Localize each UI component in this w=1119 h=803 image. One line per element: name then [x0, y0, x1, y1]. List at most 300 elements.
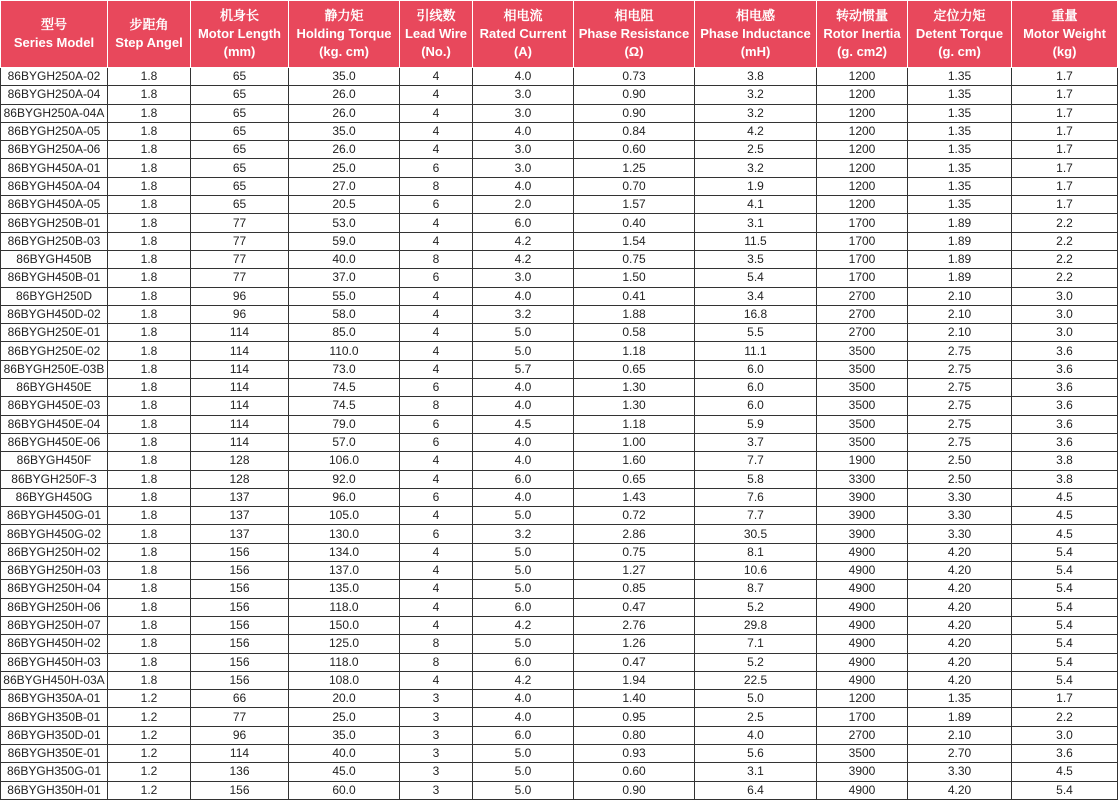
- table-cell: 1.7: [1012, 196, 1118, 214]
- model-cell: 86BYGH250H-03: [1, 562, 108, 580]
- table-cell: 4.5: [1012, 507, 1118, 525]
- table-row: [1, 305, 1118, 323]
- table-cell: 8: [400, 177, 473, 195]
- table-row: [1, 269, 1118, 287]
- table-cell: 3.6: [1012, 397, 1118, 415]
- model-cell: 86BYGH250A-05: [1, 122, 108, 140]
- table-cell: 6: [400, 525, 473, 543]
- table-row: [1, 507, 1118, 525]
- table-cell: 4: [400, 543, 473, 561]
- table-cell: 4: [400, 598, 473, 616]
- table-cell: 0.58: [574, 324, 695, 342]
- table-cell: 7.7: [695, 507, 817, 525]
- table-cell: 3500: [817, 433, 908, 451]
- table-cell: 26.0: [289, 104, 400, 122]
- table-cell: 85.0: [289, 324, 400, 342]
- column-header-unit: (A): [513, 44, 533, 59]
- table-cell: 1.7: [1012, 177, 1118, 195]
- table-cell: 3900: [817, 488, 908, 506]
- table-cell: 1.8: [108, 342, 191, 360]
- table-cell: 3500: [817, 397, 908, 415]
- column-header-en: Phase Resistance: [578, 26, 690, 41]
- table-cell: 1.8: [108, 287, 191, 305]
- model-cell: 86BYGH450H-03A: [1, 671, 108, 689]
- table-cell: 1.8: [108, 415, 191, 433]
- table-cell: 3.0: [1012, 726, 1118, 744]
- model-cell: 86BYGH250A-06: [1, 141, 108, 159]
- table-cell: 92.0: [289, 470, 400, 488]
- table-cell: 3.0: [473, 269, 574, 287]
- table-cell: 1.8: [108, 671, 191, 689]
- table-cell: 2.50: [908, 470, 1012, 488]
- table-row: [1, 287, 1118, 305]
- table-cell: 3.8: [1012, 452, 1118, 470]
- table-cell: 6: [400, 379, 473, 397]
- table-cell: 2.70: [908, 744, 1012, 762]
- table-cell: 8: [400, 635, 473, 653]
- table-cell: 27.0: [289, 177, 400, 195]
- table-cell: 136: [191, 763, 289, 781]
- model-cell: 86BYGH350H-01: [1, 781, 108, 799]
- column-header: [473, 1, 574, 68]
- table-cell: 3.30: [908, 763, 1012, 781]
- table-cell: 4: [400, 342, 473, 360]
- table-cell: 4.0: [473, 379, 574, 397]
- table-row: [1, 397, 1118, 415]
- column-header-cn: 相电阻: [614, 8, 654, 23]
- table-cell: 5.4: [695, 269, 817, 287]
- table-cell: 58.0: [289, 305, 400, 323]
- table-cell: 1.54: [574, 232, 695, 250]
- column-header-en: Motor Weight: [1023, 26, 1106, 41]
- table-cell: 59.0: [289, 232, 400, 250]
- column-header-en: Step Angel: [115, 35, 183, 50]
- model-cell: 86BYGH250E-02: [1, 342, 108, 360]
- table-cell: 1200: [817, 196, 908, 214]
- table-cell: 1700: [817, 214, 908, 232]
- table-cell: 1.8: [108, 616, 191, 634]
- table-cell: 1.40: [574, 690, 695, 708]
- table-cell: 11.1: [695, 342, 817, 360]
- table-cell: 1.8: [108, 488, 191, 506]
- table-cell: 1.8: [108, 214, 191, 232]
- table-cell: 4.0: [473, 452, 574, 470]
- table-cell: 3900: [817, 507, 908, 525]
- table-cell: 3.8: [695, 68, 817, 86]
- table-cell: 3.0: [1012, 324, 1118, 342]
- table-cell: 5.0: [473, 342, 574, 360]
- table-cell: 6: [400, 269, 473, 287]
- table-cell: 57.0: [289, 433, 400, 451]
- table-cell: 3.5: [695, 250, 817, 268]
- table-cell: 2.86: [574, 525, 695, 543]
- table-cell: 5.4: [1012, 653, 1118, 671]
- table-cell: 5.4: [1012, 781, 1118, 799]
- table-cell: 128: [191, 452, 289, 470]
- column-header-cn: 引线数: [416, 8, 456, 23]
- table-cell: 96: [191, 305, 289, 323]
- model-cell: 86BYGH450A-05: [1, 196, 108, 214]
- table-row: [1, 635, 1118, 653]
- table-cell: 6.0: [695, 360, 817, 378]
- table-cell: 5.4: [1012, 616, 1118, 634]
- table-cell: 65: [191, 86, 289, 104]
- table-cell: 40.0: [289, 744, 400, 762]
- header-row: [1, 1, 1118, 68]
- model-cell: 86BYGH350E-01: [1, 744, 108, 762]
- table-cell: 0.72: [574, 507, 695, 525]
- table-cell: 0.80: [574, 726, 695, 744]
- table-cell: 4: [400, 507, 473, 525]
- table-cell: 3: [400, 690, 473, 708]
- table-cell: 1200: [817, 177, 908, 195]
- column-header: [1012, 1, 1118, 68]
- table-cell: 4.2: [473, 232, 574, 250]
- table-cell: 1700: [817, 250, 908, 268]
- column-header: [108, 1, 191, 68]
- table-cell: 37.0: [289, 269, 400, 287]
- table-cell: 96: [191, 287, 289, 305]
- table-row: [1, 763, 1118, 781]
- table-cell: 4: [400, 305, 473, 323]
- table-cell: 1.8: [108, 269, 191, 287]
- table-cell: 150.0: [289, 616, 400, 634]
- model-cell: 86BYGH450H-03: [1, 653, 108, 671]
- model-cell: 86BYGH450B: [1, 250, 108, 268]
- table-cell: 114: [191, 397, 289, 415]
- table-cell: 65: [191, 159, 289, 177]
- model-cell: 86BYGH450A-04: [1, 177, 108, 195]
- model-cell: 86BYGH450B-01: [1, 269, 108, 287]
- table-cell: 1.35: [908, 159, 1012, 177]
- table-cell: 3.1: [695, 214, 817, 232]
- table-cell: 3.0: [473, 86, 574, 104]
- table-cell: 30.5: [695, 525, 817, 543]
- table-row: [1, 122, 1118, 140]
- table-cell: 2.10: [908, 324, 1012, 342]
- column-header-en: Motor Length: [197, 26, 282, 41]
- table-row: [1, 159, 1118, 177]
- table-cell: 4.2: [473, 616, 574, 634]
- table-row: [1, 671, 1118, 689]
- model-cell: 86BYGH450H-02: [1, 635, 108, 653]
- table-cell: 6: [400, 196, 473, 214]
- table-cell: 1.00: [574, 433, 695, 451]
- table-cell: 3500: [817, 415, 908, 433]
- table-cell: 5.0: [473, 781, 574, 799]
- table-cell: 4900: [817, 781, 908, 799]
- model-cell: 86BYGH250B-03: [1, 232, 108, 250]
- table-cell: 1.8: [108, 470, 191, 488]
- table-cell: 4.5: [1012, 525, 1118, 543]
- model-cell: 86BYGH450E-03: [1, 397, 108, 415]
- table-cell: 0.70: [574, 177, 695, 195]
- table-row: [1, 177, 1118, 195]
- table-cell: 26.0: [289, 141, 400, 159]
- table-cell: 7.6: [695, 488, 817, 506]
- table-cell: 74.5: [289, 379, 400, 397]
- table-cell: 0.73: [574, 68, 695, 86]
- model-cell: 86BYGH450F: [1, 452, 108, 470]
- table-cell: 66: [191, 690, 289, 708]
- model-cell: 86BYGH450G: [1, 488, 108, 506]
- table-cell: 1.25: [574, 159, 695, 177]
- table-cell: 1.27: [574, 562, 695, 580]
- table-cell: 4900: [817, 616, 908, 634]
- table-cell: 0.60: [574, 141, 695, 159]
- table-cell: 1.18: [574, 415, 695, 433]
- table-cell: 130.0: [289, 525, 400, 543]
- table-cell: 0.65: [574, 470, 695, 488]
- table-cell: 0.75: [574, 543, 695, 561]
- table-cell: 137: [191, 507, 289, 525]
- table-cell: 3.6: [1012, 415, 1118, 433]
- table-body: [1, 68, 1118, 800]
- table-cell: 5.0: [473, 744, 574, 762]
- table-cell: 1.8: [108, 379, 191, 397]
- table-cell: 8: [400, 397, 473, 415]
- model-cell: 86BYGH250D: [1, 287, 108, 305]
- table-cell: 3.30: [908, 488, 1012, 506]
- table-cell: 4.20: [908, 653, 1012, 671]
- table-cell: 3.1: [695, 763, 817, 781]
- table-cell: 1.8: [108, 525, 191, 543]
- table-cell: 6.0: [473, 470, 574, 488]
- model-cell: 86BYGH450D-02: [1, 305, 108, 323]
- table-row: [1, 196, 1118, 214]
- table-cell: 4.5: [1012, 488, 1118, 506]
- column-header: [400, 1, 473, 68]
- table-cell: 6.0: [473, 726, 574, 744]
- table-cell: 1.2: [108, 708, 191, 726]
- table-cell: 0.90: [574, 781, 695, 799]
- table-row: [1, 488, 1118, 506]
- model-cell: 86BYGH250E-01: [1, 324, 108, 342]
- table-cell: 4900: [817, 562, 908, 580]
- table-cell: 6.0: [695, 397, 817, 415]
- table-cell: 128: [191, 470, 289, 488]
- table-cell: 4.0: [473, 397, 574, 415]
- table-cell: 5.0: [473, 763, 574, 781]
- table-row: [1, 250, 1118, 268]
- table-cell: 25.0: [289, 159, 400, 177]
- column-header-cn: 静力矩: [324, 8, 364, 23]
- table-cell: 1.50: [574, 269, 695, 287]
- table-cell: 4: [400, 68, 473, 86]
- table-row: [1, 690, 1118, 708]
- model-cell: 86BYGH450E-04: [1, 415, 108, 433]
- table-cell: 35.0: [289, 122, 400, 140]
- table-cell: 5.8: [695, 470, 817, 488]
- table-row: [1, 324, 1118, 342]
- table-cell: 5.4: [1012, 562, 1118, 580]
- table-cell: 4: [400, 671, 473, 689]
- table-cell: 45.0: [289, 763, 400, 781]
- table-cell: 4.0: [473, 488, 574, 506]
- table-cell: 3: [400, 744, 473, 762]
- table-cell: 3.0: [1012, 305, 1118, 323]
- table-cell: 118.0: [289, 653, 400, 671]
- table-cell: 1.8: [108, 452, 191, 470]
- table-cell: 156: [191, 671, 289, 689]
- table-cell: 65: [191, 177, 289, 195]
- table-cell: 3500: [817, 379, 908, 397]
- table-cell: 2.10: [908, 726, 1012, 744]
- table-cell: 4: [400, 122, 473, 140]
- table-cell: 1.2: [108, 690, 191, 708]
- table-cell: 1.35: [908, 177, 1012, 195]
- table-cell: 3.2: [695, 104, 817, 122]
- table-row: [1, 470, 1118, 488]
- table-cell: 3.30: [908, 507, 1012, 525]
- table-cell: 1.8: [108, 653, 191, 671]
- table-cell: 2700: [817, 287, 908, 305]
- table-cell: 1.94: [574, 671, 695, 689]
- table-cell: 2700: [817, 305, 908, 323]
- table-cell: 2.10: [908, 287, 1012, 305]
- table-cell: 2.2: [1012, 250, 1118, 268]
- table-cell: 4: [400, 360, 473, 378]
- table-cell: 3: [400, 726, 473, 744]
- table-cell: 40.0: [289, 250, 400, 268]
- table-cell: 4: [400, 470, 473, 488]
- column-header: [574, 1, 695, 68]
- table-cell: 1.60: [574, 452, 695, 470]
- column-header: [191, 1, 289, 68]
- model-cell: 86BYGH450E-06: [1, 433, 108, 451]
- table-cell: 137.0: [289, 562, 400, 580]
- table-cell: 2.2: [1012, 232, 1118, 250]
- table-cell: 1.35: [908, 141, 1012, 159]
- table-row: [1, 433, 1118, 451]
- table-cell: 4.5: [473, 415, 574, 433]
- table-row: [1, 379, 1118, 397]
- table-cell: 114: [191, 324, 289, 342]
- table-cell: 65: [191, 68, 289, 86]
- table-cell: 4: [400, 562, 473, 580]
- table-cell: 1.2: [108, 781, 191, 799]
- table-cell: 3300: [817, 470, 908, 488]
- table-cell: 6: [400, 488, 473, 506]
- table-cell: 4: [400, 580, 473, 598]
- table-cell: 65: [191, 196, 289, 214]
- table-cell: 1.7: [1012, 690, 1118, 708]
- table-cell: 4.20: [908, 671, 1012, 689]
- column-header-en: Detent Torque: [915, 26, 1004, 41]
- column-header-en: Holding Torque: [296, 26, 392, 41]
- table-cell: 3.2: [473, 525, 574, 543]
- table-cell: 1.88: [574, 305, 695, 323]
- table-cell: 0.65: [574, 360, 695, 378]
- table-cell: 77: [191, 708, 289, 726]
- table-cell: 4: [400, 141, 473, 159]
- model-cell: 86BYGH250A-04A: [1, 104, 108, 122]
- column-header-en: Series Model: [13, 35, 95, 50]
- column-header-cn: 型号: [40, 17, 67, 32]
- table-cell: 156: [191, 580, 289, 598]
- table-cell: 1.18: [574, 342, 695, 360]
- table-cell: 3: [400, 708, 473, 726]
- column-header-unit: (g. cm): [938, 44, 981, 59]
- table-cell: 114: [191, 342, 289, 360]
- table-row: [1, 580, 1118, 598]
- column-header-unit: (mH): [740, 44, 771, 59]
- table-cell: 0.40: [574, 214, 695, 232]
- column-header-cn: 重量: [1051, 8, 1078, 23]
- table-cell: 1.8: [108, 86, 191, 104]
- table-cell: 2700: [817, 726, 908, 744]
- model-cell: 86BYGH450E: [1, 379, 108, 397]
- model-cell: 86BYGH250A-04: [1, 86, 108, 104]
- table-cell: 1.7: [1012, 68, 1118, 86]
- column-header-en: Lead Wire: [404, 26, 467, 41]
- table-cell: 1.57: [574, 196, 695, 214]
- table-cell: 5.0: [473, 507, 574, 525]
- table-cell: 8: [400, 653, 473, 671]
- column-header-cn: 机身长: [219, 8, 259, 23]
- table-cell: 1.89: [908, 232, 1012, 250]
- table-cell: 114: [191, 360, 289, 378]
- table-cell: 4.0: [695, 726, 817, 744]
- table-cell: 77: [191, 250, 289, 268]
- table-row: [1, 616, 1118, 634]
- table-cell: 1.8: [108, 141, 191, 159]
- table-cell: 1.8: [108, 562, 191, 580]
- table-cell: 3500: [817, 342, 908, 360]
- table-cell: 5.9: [695, 415, 817, 433]
- table-cell: 1.7: [1012, 141, 1118, 159]
- table-cell: 1.89: [908, 708, 1012, 726]
- table-row: [1, 232, 1118, 250]
- table-cell: 3.2: [695, 86, 817, 104]
- model-cell: 86BYGH250B-01: [1, 214, 108, 232]
- table-cell: 1.30: [574, 397, 695, 415]
- table-row: [1, 708, 1118, 726]
- table-cell: 2.75: [908, 360, 1012, 378]
- table-cell: 29.8: [695, 616, 817, 634]
- table-cell: 1200: [817, 122, 908, 140]
- table-cell: 4.2: [473, 250, 574, 268]
- table-cell: 77: [191, 269, 289, 287]
- table-cell: 55.0: [289, 287, 400, 305]
- table-cell: 3.0: [473, 159, 574, 177]
- table-cell: 16.8: [695, 305, 817, 323]
- table-row: [1, 360, 1118, 378]
- table-cell: 53.0: [289, 214, 400, 232]
- table-cell: 6.0: [473, 598, 574, 616]
- table-cell: 6.4: [695, 781, 817, 799]
- table-row: [1, 104, 1118, 122]
- table-cell: 156: [191, 653, 289, 671]
- table-cell: 156: [191, 562, 289, 580]
- model-cell: 86BYGH350G-01: [1, 763, 108, 781]
- table-cell: 4.0: [473, 433, 574, 451]
- table-cell: 1.89: [908, 250, 1012, 268]
- table-cell: 22.5: [695, 671, 817, 689]
- table-cell: 1.35: [908, 104, 1012, 122]
- table-cell: 156: [191, 543, 289, 561]
- column-header-cn: 相电感: [735, 8, 775, 23]
- table-cell: 1.8: [108, 397, 191, 415]
- table-cell: 1200: [817, 141, 908, 159]
- table-cell: 5.0: [473, 562, 574, 580]
- table-cell: 77: [191, 214, 289, 232]
- table-cell: 65: [191, 104, 289, 122]
- table-cell: 3.2: [473, 305, 574, 323]
- column-header-unit: (kg. cm): [319, 44, 369, 59]
- table-cell: 5.4: [1012, 635, 1118, 653]
- table-cell: 4.2: [695, 122, 817, 140]
